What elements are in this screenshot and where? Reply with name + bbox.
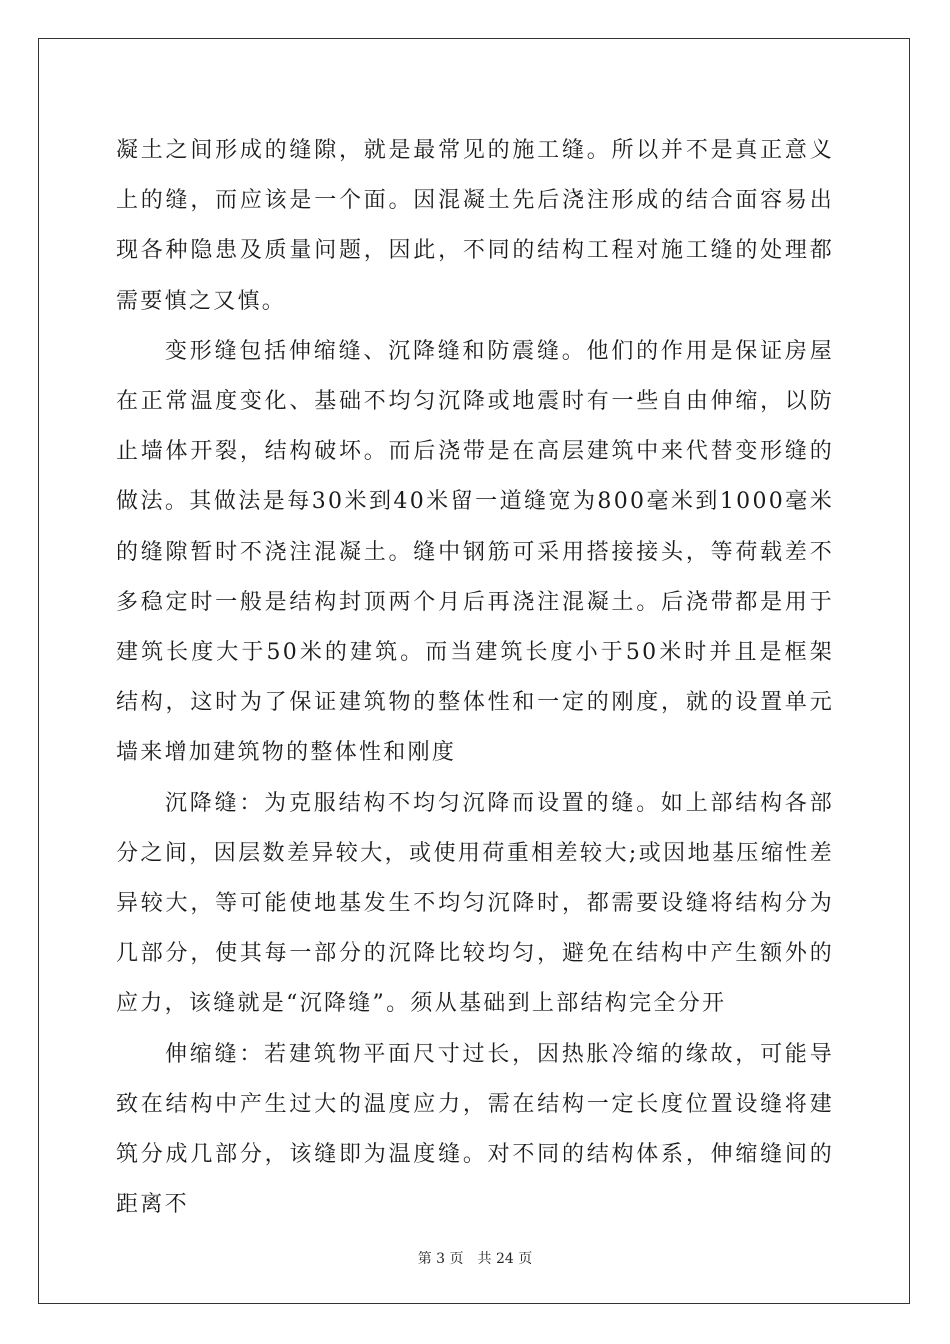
page-footer — [0, 1248, 950, 1268]
paragraph-expansion-joint: 伸缩缝：若建筑物平面尺寸过长，因热胀冷缩的缘故，可能导致在结构中产生过大的温度应力，需在结构一定长度位置设缝将建筑分成几部分，该缝即为温度缝。对不同的结构体系，伸缩缝间的距离不 — [116, 1041, 834, 1218]
paragraph-deformation-joint: 变形缝包括伸缩缝、沉降缝和防震缝。他们的作用是保证房屋在正常温度变化、基础不均匀沉降或地震时有一些自由伸缩，以防止墙体开裂，结构破坏。而后浇带是在高层建筑中来代替变形缝的做法。其做法是每30米到40米留一道缝宽为800毫米到1000毫米的缝隙暂时不浇注混凝土。缝中钢筋可采用搭接接头，等荷载差不多稳定时一般是结构封顶两个月后再浇注混凝土。后浇带都是用于建筑长度大于50米的建筑。而当建筑长度小于50米时并且是框架结构，这时为了保证建筑物的整体性和一定的刚度，就的设置单元墙来增加建筑物的整体性和刚度 — [116, 338, 834, 766]
paragraph-settlement-joint: 沉降缝：为克服结构不均匀沉降而设置的缝。如上部结构各部分之间，因层数差异较大，或使用荷重相差较大;或因地基压缩性差异较大，等可能使地基发生不均匀沉降时，都需要设缝将结构分为几部分，使其每一部分的沉降比较均匀，避免在结构中产生额外的应力，该缝就是“沉降缝”。须从基础到上部结构完全分开 — [116, 790, 834, 1017]
page-number: 第 3 页 — [417, 1251, 464, 1267]
document-body — [116, 126, 834, 1230]
paragraph-construction-joint: 凝土之间形成的缝隙，就是最常见的施工缝。所以并不是真正意义上的缝，而应该是一个面。因混凝土先后浇注形成的结合面容易出现各种隐患及质量问题，因此，不同的结构工程对施工缝的处理都需要慎之又慎。 — [116, 138, 834, 314]
page-total: 共 24 页 — [477, 1251, 533, 1267]
